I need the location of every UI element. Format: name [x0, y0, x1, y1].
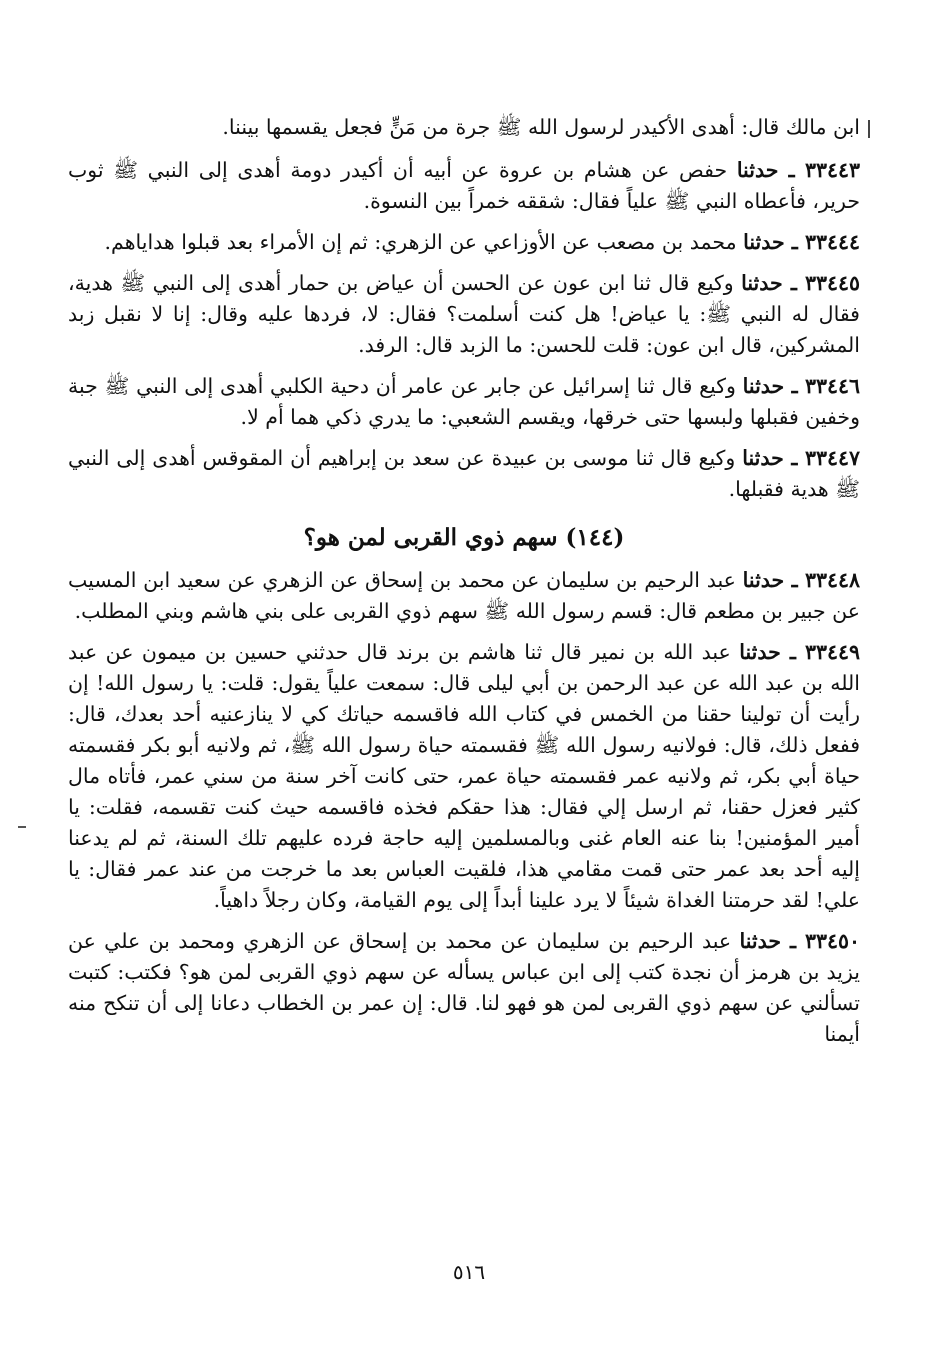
margin-mark [868, 120, 870, 138]
hadith-33444 [68, 227, 860, 258]
hadith-33449 [68, 637, 860, 916]
hadith-text: عبد الله بن نمير قال ثنا هاشم بن برند قال حدثني حسين بن ميمون عن عبد الله بن عبد الله عن عبد الرحمن بن أبي ليلى قال: سمعت علياً يقول: قلت: يا رسول الله! إن رأيت أن تولينا حقنا من الخمس في كتاب الله فاقسمه حياتك كي لا ينازعنيه أحد بعدك، قال: ففعل ذلك، قال: فولانيه رسول الله ﷺ فقسمته حياة رسول الله ﷺ، ثم ولانيه أبو بكر فقسمته حياة أبي بكر، ثم ولانيه عمر فقسمته حياة عمر، حتى كانت آخر سنة من سني عمر، فأتاه مال كثير فعزل حقنا، ثم ارسل إلي فقال: هذا حقكم فخذه فاقسمه حيث كنت تقسمه، فقلت: يا أمير المؤمنين! بنا عنه العام غنى وبالمسلمين إليه حاجة فرده عليهم تلك السنة، ثم لم يدعنا إليه أحد بعد عمر حتى قمت مقامي هذا، فلقيت العباس بعد ما خرجت من عند عمر فقال: يا علي! لقد حرمتنا الغداة شيئاً لا يرد علينا أبداً إلى يوم القيامة، وكان رجلاً داهياً. [68, 640, 860, 912]
page-body [68, 112, 860, 1060]
hadith-number: ٣٣٤٤٨ [804, 568, 861, 592]
hadith-keyword: حدثنا [743, 230, 785, 254]
hadith-separator: ـ [784, 230, 805, 254]
hadith-separator: ـ [780, 640, 805, 664]
margin-dot [18, 826, 26, 828]
hadith-number: ٣٣٤٤٣ [804, 158, 860, 182]
hadith-number: ٣٣٤٤٦ [804, 374, 860, 398]
hadith-number: ٣٣٤٥٠ [804, 929, 860, 953]
hadith-separator: ـ [781, 929, 805, 953]
hadith-text: عبد الرحيم بن سليمان عن محمد بن إسحاق عن الزهري ومحمد بن علي عن يزيد بن هرمز أن نجدة كتب إلى ابن عباس يسأله عن سهم ذوي القربى لمن هو؟ فكتب: كتبت تسألني عن سهم ذوي القربى لمن هو فهو لنا. قال: إن عمر بن الخطاب دعانا إلى أن تنكح منه أيمنا [68, 929, 860, 1046]
hadith-separator: ـ [784, 568, 805, 592]
hadith-33443 [68, 155, 860, 217]
hadith-33448 [68, 565, 860, 627]
intro-text: ابن مالك قال: أهدى الأكيدر لرسول الله ﷺ جرة من مَنٍّ فجعل يقسمها بيننا. [222, 115, 860, 139]
hadith-33447 [68, 443, 860, 505]
hadith-separator: ـ [784, 374, 805, 398]
hadith-keyword: حدثنا [739, 929, 782, 953]
hadith-keyword: حدثنا [742, 446, 784, 470]
hadith-number: ٣٣٤٤٩ [804, 640, 860, 664]
hadith-keyword: حدثنا [739, 640, 781, 664]
section-title: (١٤٤) سهم ذوي القربى لمن هو؟ [303, 524, 625, 551]
hadith-separator: ـ [778, 158, 805, 182]
hadith-33450 [68, 926, 860, 1050]
hadith-keyword: حدثنا [742, 568, 785, 592]
hadith-text: وكيع قال ثنا إسرائيل عن جابر عن عامر أن دحية الكلبي أهدى إلى النبي ﷺ جبة وخفين فقبلها ولبسها حتى خرقها، ويقسم الشعبي: ما يدري ذكي هما أم لا. [68, 374, 860, 429]
hadith-number: ٣٣٤٤٥ [804, 271, 861, 295]
hadith-text: محمد بن مصعب عن الأوزاعي عن الزهري: ثم إن الأمراء بعد قبلوا هداياهم. [104, 230, 744, 254]
hadith-text: عبد الرحيم بن سليمان عن محمد بن إسحاق عن الزهري عن سعيد ابن المسيب عن جبير بن مطعم قال: قسم رسول الله ﷺ سهم ذوي القربى على بني هاشم وبني المطلب. [68, 568, 860, 623]
hadith-keyword: حدثنا [741, 271, 783, 295]
hadith-text: وكيع قال ثنا موسى بن عبيدة عن سعد بن إبراهيم أن المقوقس أهدى إلى النبي ﷺ هدية فقبلها. [68, 446, 860, 501]
hadith-text: حفص عن هشام بن عروة عن أبيه أن أكيدر دومة أهدى إلى النبي ﷺ ثوب حرير، فأعطاه النبي ﷺ علياً فقال: شققه خمراً بين النسوة. [68, 158, 860, 213]
hadith-separator: ـ [783, 446, 805, 470]
hadith-number: ٣٣٤٤٤ [804, 230, 860, 254]
hadith-keyword: حدثنا [742, 374, 785, 398]
hadith-33446 [68, 371, 860, 433]
hadith-keyword: حدثنا [736, 158, 779, 182]
hadith-number: ٣٣٤٤٧ [804, 446, 860, 470]
hadith-33445 [68, 268, 860, 361]
page-number: ٥١٦ [452, 1260, 486, 1284]
hadith-separator: ـ [782, 271, 805, 295]
hadith-text: وكيع قال ثنا ابن عون عن الحسن أن عياض بن حمار أهدى إلى النبي ﷺ هدية، فقال له النبي ﷺ: يا عياض! هل كنت أسلمت؟ فقال: لا، فردها عليه وقال: إنا لا نقبل زبد المشركين، قال ابن عون: قلت للحسن: ما الزبد قال: الرفد. [68, 271, 860, 357]
intro-paragraph [68, 112, 860, 143]
